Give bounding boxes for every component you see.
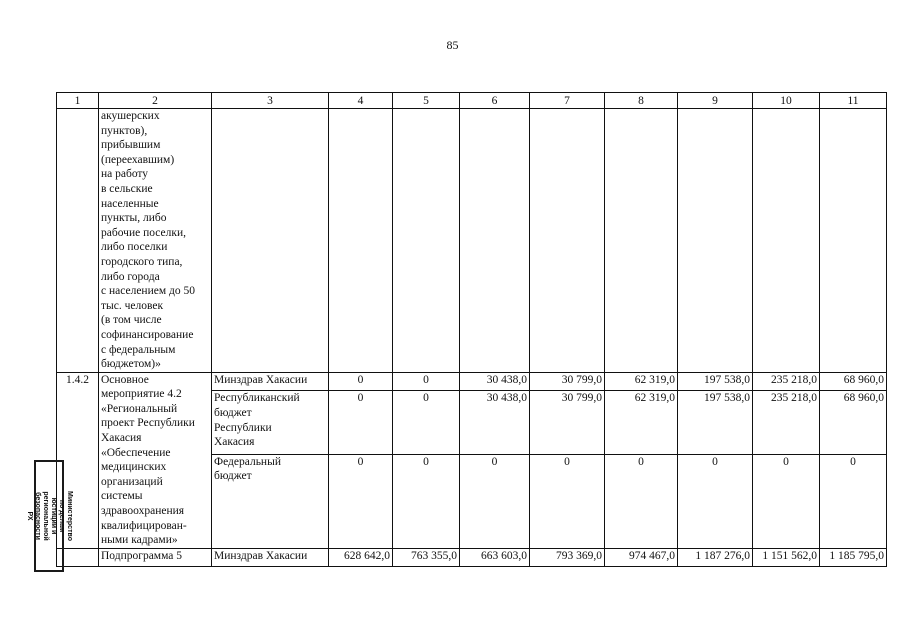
header-row (57, 93, 887, 109)
empty-cell (329, 109, 393, 373)
value-cell: 0 (460, 454, 530, 548)
stamp-text: Министерство по делам юстиции и региональной безопасности РХ (26, 491, 73, 541)
empty-cell (212, 109, 329, 373)
value-cell: 68 960,0 (820, 372, 887, 391)
value-cell: 30 799,0 (530, 372, 605, 391)
continuation-row (57, 109, 887, 373)
empty-cell (820, 109, 887, 373)
header-cell: 2 (99, 93, 212, 109)
value-cell: 235 218,0 (753, 391, 820, 454)
value-cell: 1 151 562,0 (753, 548, 820, 566)
empty-cell (530, 109, 605, 373)
value-cell: 0 (393, 391, 460, 454)
value-cell: 974 467,0 (605, 548, 678, 566)
value-cell: 30 799,0 (530, 391, 605, 454)
value-cell: 68 960,0 (820, 391, 887, 454)
empty-cell (678, 109, 753, 373)
value-cell: 0 (605, 454, 678, 548)
header-cell: 8 (605, 93, 678, 109)
value-cell: 663 603,0 (460, 548, 530, 566)
funding-source: Федеральный бюджет (212, 454, 329, 548)
subprogram-name: Подпрограмма 5 (99, 548, 212, 566)
empty-cell (57, 109, 99, 373)
value-cell: 0 (753, 454, 820, 548)
value-cell: 1 185 795,0 (820, 548, 887, 566)
value-cell: 793 369,0 (530, 548, 605, 566)
header-cell: 9 (678, 93, 753, 109)
header-cell: 7 (530, 93, 605, 109)
measure-description: Основное мероприятие 4.2 «Региональный проект Республики Хакасия «Обеспечение медицинских организаций системы здравоохранения квалифицирован- ными кадрами» (99, 372, 212, 548)
value-cell: 0 (530, 454, 605, 548)
value-cell: 0 (393, 454, 460, 548)
value-cell: 0 (329, 391, 393, 454)
value-cell: 0 (820, 454, 887, 548)
value-cell: 0 (329, 454, 393, 548)
value-cell: 0 (678, 454, 753, 548)
value-cell: 30 438,0 (460, 372, 530, 391)
page-number: 85 (446, 38, 459, 52)
measure-number: 1.4.2 (57, 372, 99, 548)
value-cell: 0 (393, 372, 460, 391)
funding-source: Республиканский бюджет Республики Хакасия (212, 391, 329, 454)
value-cell: 197 538,0 (678, 372, 753, 391)
empty-cell (460, 109, 530, 373)
budget-table (56, 92, 887, 567)
header-cell: 10 (753, 93, 820, 109)
measure-row-ministry (57, 372, 887, 391)
value-cell: 62 319,0 (605, 372, 678, 391)
value-cell: 763 355,0 (393, 548, 460, 566)
funding-source: Минздрав Хакасии (212, 372, 329, 391)
value-cell: 197 538,0 (678, 391, 753, 454)
empty-cell (605, 109, 678, 373)
header-cell: 3 (212, 93, 329, 109)
value-cell: 30 438,0 (460, 391, 530, 454)
empty-cell (753, 109, 820, 373)
funding-source: Минздрав Хакасии (212, 548, 329, 566)
value-cell: 62 319,0 (605, 391, 678, 454)
header-cell: 11 (820, 93, 887, 109)
value-cell: 1 187 276,0 (678, 548, 753, 566)
value-cell: 0 (329, 372, 393, 391)
continuation-description: акушерских пунктов), прибывшим (переехавшим) на работу в сельские населенные пункты, либо рабочие поселки, либо поселки городского типа, либо города с населением до 50 тыс. человек (в том числе софинансирование с федеральным бюджетом)» (99, 109, 212, 373)
value-cell: 235 218,0 (753, 372, 820, 391)
registration-stamp (26, 460, 73, 572)
header-cell: 1 (57, 93, 99, 109)
header-cell: 5 (393, 93, 460, 109)
header-cell: 4 (329, 93, 393, 109)
header-cell: 6 (460, 93, 530, 109)
empty-cell (393, 109, 460, 373)
subprogram-row (57, 548, 887, 566)
value-cell: 628 642,0 (329, 548, 393, 566)
